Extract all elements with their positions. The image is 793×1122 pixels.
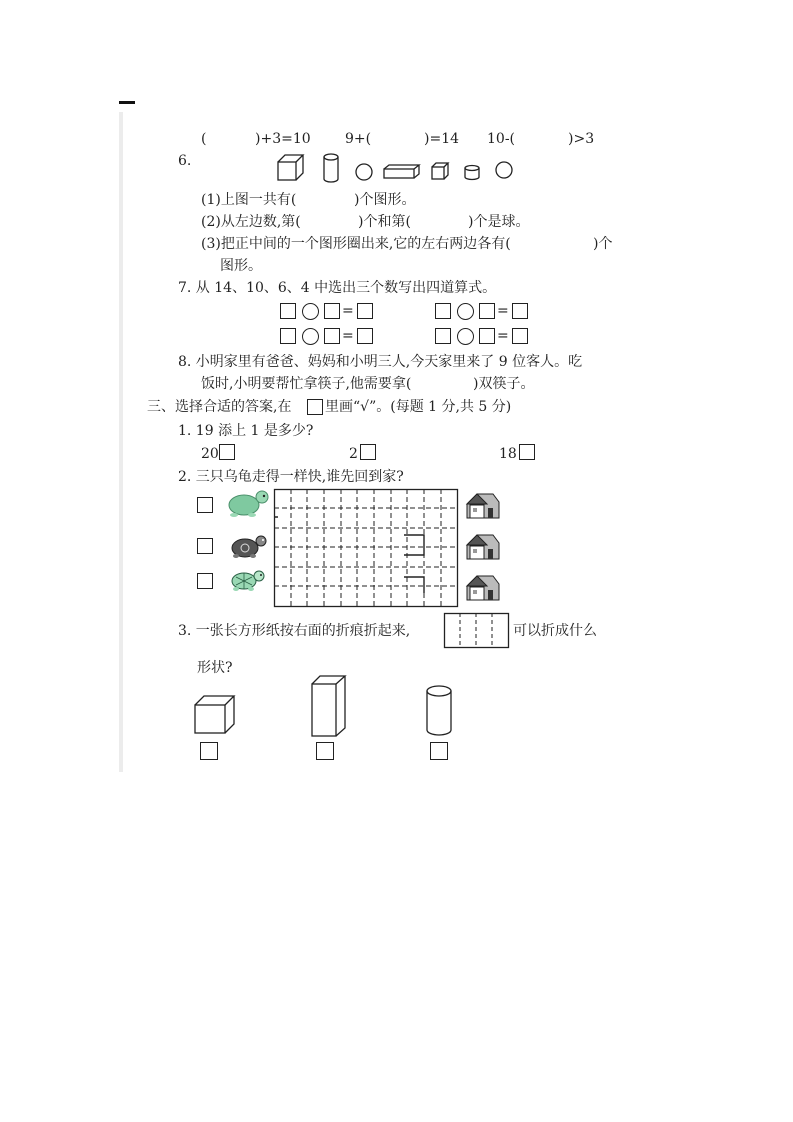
cuboid-icon bbox=[311, 675, 347, 737]
operator-circle[interactable] bbox=[302, 328, 319, 345]
equals-sign: = bbox=[497, 328, 509, 344]
q6-sub1: (1)上图一共有( bbox=[201, 192, 297, 208]
house-icon bbox=[465, 574, 501, 602]
cylinder-icon bbox=[324, 154, 338, 182]
section3-title-b: 里画“√”。(每题 1 分,共 5 分) bbox=[325, 399, 512, 415]
cube-icon bbox=[194, 695, 236, 735]
equals-sign: = bbox=[342, 303, 354, 319]
operator-circle[interactable] bbox=[457, 303, 474, 320]
s3q3-text-c: 形状? bbox=[197, 660, 233, 676]
s3q1-option-20: 20 bbox=[201, 446, 219, 462]
operator-circle[interactable] bbox=[302, 303, 319, 320]
s3q1-text: 1. 19 添上 1 是多少? bbox=[178, 423, 314, 439]
s3q1-option-2: 2 bbox=[349, 446, 358, 462]
q5-eq-3a: 10-( bbox=[487, 131, 516, 147]
s3q1-checkbox-18[interactable] bbox=[519, 444, 535, 460]
s3q1-checkbox-20[interactable] bbox=[219, 444, 235, 460]
section3-title-a: 三、选择合适的答案,在 bbox=[147, 399, 292, 415]
operator-circle[interactable] bbox=[457, 328, 474, 345]
s3q3-checkbox-cylinder[interactable] bbox=[430, 742, 448, 760]
q6-sub3: (3)把正中间的一个图形圈出来,它的左右两边各有( bbox=[201, 236, 511, 252]
equals-sign: = bbox=[497, 303, 509, 319]
q6-shapes-row bbox=[276, 152, 516, 186]
answer-box[interactable] bbox=[512, 303, 528, 319]
s3q2-checkbox-3[interactable] bbox=[197, 573, 213, 589]
answer-box[interactable] bbox=[512, 328, 528, 344]
q6-sub2-end: )个是球。 bbox=[468, 214, 530, 230]
q5-blank-open-1: ( bbox=[201, 131, 207, 147]
q5-eq-1: )+3=10 bbox=[255, 131, 311, 147]
q6-number: 6. bbox=[178, 153, 192, 169]
answer-box[interactable] bbox=[435, 303, 451, 319]
folding-paper-rectangle bbox=[444, 613, 510, 649]
turtle-icon bbox=[228, 567, 270, 593]
answer-box[interactable] bbox=[324, 328, 340, 344]
q7-text: 7. 从 14、10、6、4 中选出三个数写出四道算式。 bbox=[178, 280, 497, 296]
answer-box[interactable] bbox=[435, 328, 451, 344]
answer-box[interactable] bbox=[324, 303, 340, 319]
q6-sub3-line2: 图形。 bbox=[220, 258, 262, 274]
s3q2-checkbox-2[interactable] bbox=[197, 538, 213, 554]
answer-box[interactable] bbox=[479, 328, 495, 344]
s3q2-checkbox-1[interactable] bbox=[197, 497, 213, 513]
scan-edge-shadow bbox=[119, 112, 123, 772]
answer-box[interactable] bbox=[280, 303, 296, 319]
answer-box[interactable] bbox=[280, 328, 296, 344]
cube-icon bbox=[432, 163, 448, 179]
house-icon bbox=[465, 533, 501, 561]
q6-sub3-end: )个 bbox=[593, 236, 613, 252]
s3q3-checkbox-cube[interactable] bbox=[200, 742, 218, 760]
answer-box[interactable] bbox=[357, 303, 373, 319]
sphere-icon bbox=[356, 164, 372, 180]
cylinder-icon bbox=[465, 166, 479, 180]
cuboid-icon bbox=[384, 165, 419, 178]
q8-line2: 饭时,小明要帮忙拿筷子,他需要拿( bbox=[201, 376, 412, 392]
s3q1-checkbox-2[interactable] bbox=[360, 444, 376, 460]
answer-box[interactable] bbox=[479, 303, 495, 319]
q6-sub1-end: )个图形。 bbox=[354, 192, 416, 208]
cube-icon bbox=[278, 155, 303, 180]
q5-eq-3b: )>3 bbox=[568, 131, 595, 147]
q8-line1: 8. 小明家里有爸爸、妈妈和小明三人,今天家里来了 9 位客人。吃 bbox=[178, 354, 583, 370]
s3q3-checkbox-cuboid[interactable] bbox=[316, 742, 334, 760]
turtle-icon bbox=[224, 488, 274, 518]
page-corner-mark bbox=[119, 101, 135, 104]
answer-box[interactable] bbox=[357, 328, 373, 344]
q5-eq-2a: 9+( bbox=[345, 131, 372, 147]
race-track-grid bbox=[274, 489, 458, 607]
q5-eq-2b: )=14 bbox=[424, 131, 460, 147]
s3q3-text-a: 3. 一张长方形纸按右面的折痕折起来, bbox=[178, 623, 411, 639]
cylinder-icon bbox=[425, 685, 455, 737]
s3q3-text-b: 可以折成什么 bbox=[513, 623, 597, 639]
section3-title-box bbox=[307, 399, 323, 415]
q6-sub2: (2)从左边数,第( bbox=[201, 214, 301, 230]
house-icon bbox=[465, 492, 501, 520]
s3q2-text: 2. 三只乌龟走得一样快,谁先回到家? bbox=[178, 469, 404, 485]
turtle-icon bbox=[228, 533, 270, 559]
q8-line2-end: )双筷子。 bbox=[473, 376, 535, 392]
s3q1-option-18: 18 bbox=[499, 446, 517, 462]
equals-sign: = bbox=[342, 328, 354, 344]
q6-sub2-mid: )个和第( bbox=[358, 214, 411, 230]
sphere-icon bbox=[496, 162, 512, 178]
